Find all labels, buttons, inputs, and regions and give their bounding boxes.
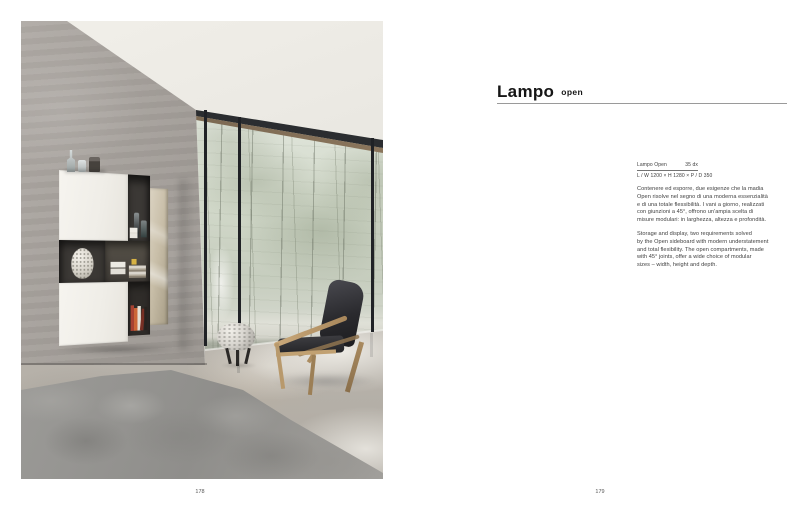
spec-model: Lampo Open <box>637 162 667 168</box>
book-spine <box>144 307 147 331</box>
open-compartment-top <box>128 174 150 241</box>
open-compartment-middle-right <box>105 241 150 283</box>
interior-photo <box>21 21 383 479</box>
lampo-sideboard <box>59 170 185 346</box>
sideboard-body <box>59 170 170 346</box>
spec-variant: 35 dx <box>685 162 698 168</box>
description-italian <box>637 186 799 225</box>
page-subtitle: open <box>561 87 584 97</box>
horizontal-books <box>129 265 146 277</box>
product-spec <box>637 162 732 179</box>
sideboard-door-top <box>59 170 128 241</box>
sideboard-door-bottom <box>59 282 128 346</box>
description-line: e di una totale flessibilità. I vani a giorno, realizzati <box>637 201 765 208</box>
carved-white-vase <box>71 248 93 279</box>
open-compartment-bottom <box>128 281 150 336</box>
stacked-boxes <box>111 262 126 268</box>
description-line: by the Open sideboard with modern understatement <box>637 238 769 245</box>
spec-dimensions: L / W 1200 × H 1280 × P / D 350 <box>637 172 713 179</box>
page-number-right: 179 <box>595 489 605 495</box>
description-line: con giunzioni a 45°, offrono un'ampia scelta di <box>637 209 754 216</box>
description-line: Contenere ed esporre, due esigenze che la madia <box>637 186 764 192</box>
wooden-armchair <box>264 279 383 399</box>
pouf-shadow <box>221 363 257 368</box>
description-line: and total flexibility. The open compartments, made <box>637 246 764 253</box>
decor-shadow <box>65 170 105 173</box>
window-mullion <box>204 110 207 346</box>
title-rule <box>497 103 787 104</box>
window-mullion <box>238 117 241 343</box>
cabinet-shadow <box>57 345 181 354</box>
description-line: Storage and display, two requirements solved <box>637 231 752 237</box>
page-number-left: 178 <box>195 489 205 495</box>
yellow-object <box>131 259 136 265</box>
chair-rear-leg <box>345 341 364 392</box>
wall-base-shadow <box>21 363 207 365</box>
page-title: Lampo <box>497 82 555 101</box>
glass-bottle <box>141 220 147 237</box>
description-line: misure modulari: in larghezza, altezza e profondità. <box>637 217 767 224</box>
knitted-pouf <box>217 323 255 351</box>
glossy-beige-door <box>150 188 168 325</box>
description-line: with 45° joints, offer a wide choice of modular <box>637 254 752 261</box>
description-line: Open risolve nel segno di una moderna essenzialità <box>637 193 768 200</box>
open-compartment-middle-left <box>59 240 105 283</box>
product-title-row <box>497 83 583 100</box>
spec-row <box>637 162 698 171</box>
description-english <box>637 231 799 270</box>
white-boxes <box>130 228 138 239</box>
description-line: sizes – width, height and depth. <box>637 262 717 269</box>
